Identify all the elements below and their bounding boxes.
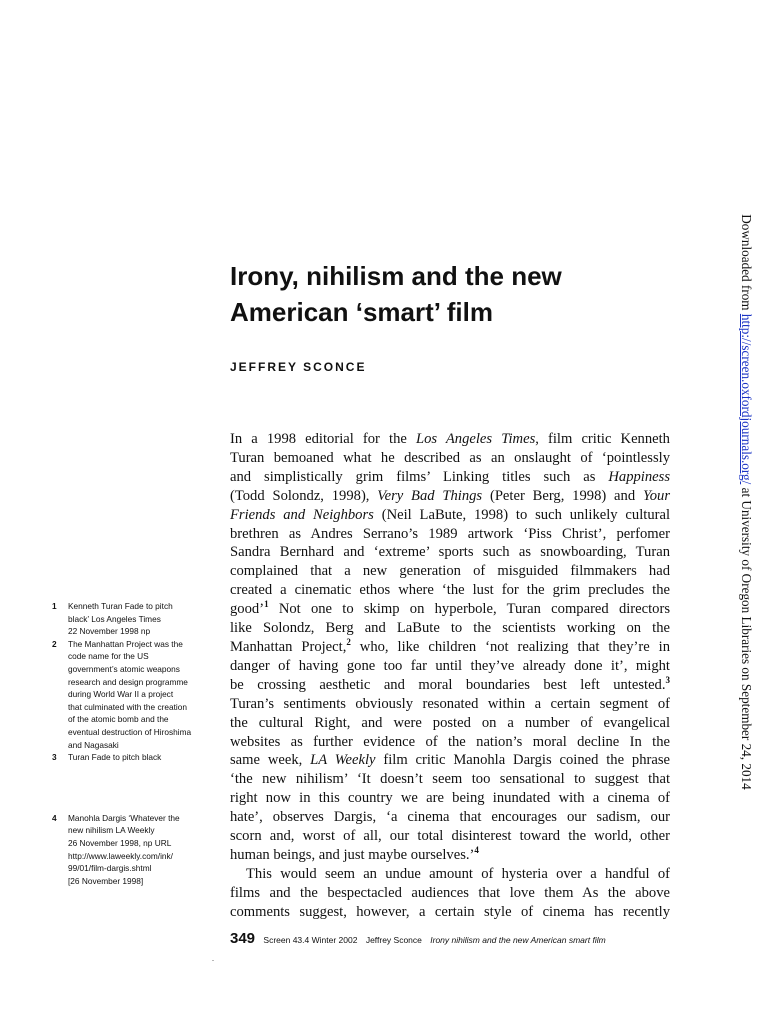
footnote-line: Kenneth Turan Fade to pitch	[68, 601, 173, 611]
body-line: films and the bespectacled audiences that love them As the above	[230, 884, 670, 901]
body-line: complained that a new generation of misguided filmmakers had	[230, 563, 670, 580]
article-title	[230, 258, 670, 330]
body-line: and simplistically grim films’ Linking titles such as Happiness	[230, 468, 670, 485]
footnote-number: 4	[52, 812, 57, 823]
body-line: Manhattan Project,$^2$ who, like children ‘not realizing that they’re in	[230, 637, 670, 655]
footnote-line: The Manhattan Project was the	[68, 638, 183, 649]
download-prefix: Downloaded from	[739, 213, 754, 311]
journal-info: Screen 43.4 Winter 2002	[263, 935, 358, 945]
body-line: the cultural Right, and were posted on a number of evangelical	[230, 714, 670, 731]
title-line-1: Irony, nihilism and the new	[230, 261, 562, 291]
journal-link[interactable]: http://screen.oxfordjournals.org/	[739, 313, 754, 484]
footnote-line: that culminated with the creation	[68, 701, 187, 712]
footnote-2	[52, 638, 202, 751]
footnote-line: government’s atomic weapons	[68, 663, 180, 674]
footnote-1	[52, 600, 202, 638]
body-line: brethren as Andres Serrano’s 1989 artwork ‘Piss Christ’, perfomer	[230, 525, 670, 542]
download-suffix: at University of Oregon Libraries on September 24, 2014	[739, 487, 754, 790]
footnote-line: of the atomic bomb and the	[68, 714, 169, 725]
body-line: created a cinematic ethos where ‘the lust for the grim precludes the	[230, 582, 670, 599]
body-line: Sandra Bernhard and ‘extreme’ sports such as snowboarding, Turan	[230, 544, 670, 561]
body-line: be crossing aesthetic and moral boundaries best left untested.$^3$	[230, 674, 670, 693]
page-footer	[230, 930, 606, 947]
body-line: Turan’s sentiments obviously resonated within a certain segment of	[230, 695, 670, 712]
footnote-line: black’ Los Angeles Times	[68, 613, 161, 624]
page-number: 349	[230, 930, 256, 947]
footnote-ref-2[interactable]: 2	[346, 637, 351, 648]
title-line-2: American ‘smart’ film	[230, 297, 493, 327]
body-line: like Solondz, Berg and LaBute to the scientists working on the	[230, 620, 670, 637]
footnote-line: code name for the US	[68, 651, 149, 662]
footnote-link[interactable]: 99/01/film-dargis.shtml	[68, 863, 152, 874]
download-stamp	[728, 213, 764, 790]
body-line: comments suggest, however, a certain style of cinema has recently	[230, 903, 670, 920]
running-title: Irony nihilism and the new American smart film	[430, 935, 606, 945]
footnote-line: and Nagasaki	[68, 739, 119, 750]
footnote-line: Manohla Dargis ‘Whatever the	[68, 812, 180, 823]
footnote-ref-3[interactable]: 3	[665, 674, 670, 685]
footnote-ref-4[interactable]: 4	[474, 845, 479, 856]
body-line: danger of having gone too far until they’ve already done it’, might	[230, 657, 670, 674]
body-line: In a 1998 editorial for the Los Angeles Times, film critic Kenneth	[230, 431, 670, 447]
author-name: JEFFREY SCONCE	[230, 360, 367, 374]
footnote-line: new nihilism LA Weekly	[68, 825, 155, 836]
body-line: Turan bemoaned what he described as an onslaught of ‘pointlessly	[230, 449, 670, 466]
download-stamp-text	[738, 214, 754, 790]
body-line: right now in this country we are being inundated with a cinema of	[230, 790, 670, 807]
body-line: (Todd Solondz, 1998), Very Bad Things (Peter Berg, 1998) and Your	[230, 487, 671, 504]
footnote-line: eventual destruction of Hiroshima	[68, 726, 192, 737]
footnote-line: during World War II a project	[68, 689, 174, 700]
scan-dot: .	[212, 954, 214, 963]
body-line: human beings, and just maybe ourselves.’$^4$	[230, 845, 479, 863]
body-line: This would seem an undue amount of hysteria over a handful of	[246, 865, 670, 882]
footnote-line: 26 November 1998, np URL	[68, 837, 172, 848]
body-line: hate’, observes Dargis, ‘a cinema that encourages our sadism, our	[230, 809, 670, 826]
footnote-number: 3	[52, 752, 57, 763]
footnote-line: [26 November 1998]	[68, 875, 144, 886]
body-line: Friends and Neighbors (Neil LaBute, 1998) to such unlikely cultural	[230, 506, 671, 523]
footnote-number: 2	[52, 638, 57, 649]
footnote-link[interactable]: http://www.laweekly.com/ink/	[68, 850, 173, 861]
margin-notes	[52, 600, 202, 887]
footnote-line: Turan Fade to pitch black	[68, 752, 162, 763]
body-line: websites as further evidence of the nation’s moral decline In the	[230, 733, 670, 750]
body-line: good’$^1$ Not one to skimp on hyperbole, Turan compared directors	[230, 599, 670, 618]
footnote-line: 22 November 1998 np	[68, 626, 151, 637]
body-line: scorn and, worst of all, our total disinterest toward the world, other	[230, 828, 670, 845]
article-body	[230, 430, 670, 922]
body-line: same week, LA Weekly film critic Manohla Dargis coined the phrase	[230, 752, 670, 769]
footnote-number: 1	[52, 601, 57, 611]
footer-author: Jeffrey Sconce	[365, 935, 422, 945]
footnote-4	[52, 812, 202, 888]
footnote-line: research and design programme	[68, 676, 188, 687]
footnote-3	[52, 751, 202, 764]
footnote-ref-1[interactable]: 1	[264, 599, 269, 610]
body-line: ‘the new nihilism’ ‘It doesn’t seem too sensational to suggest that	[230, 771, 670, 788]
